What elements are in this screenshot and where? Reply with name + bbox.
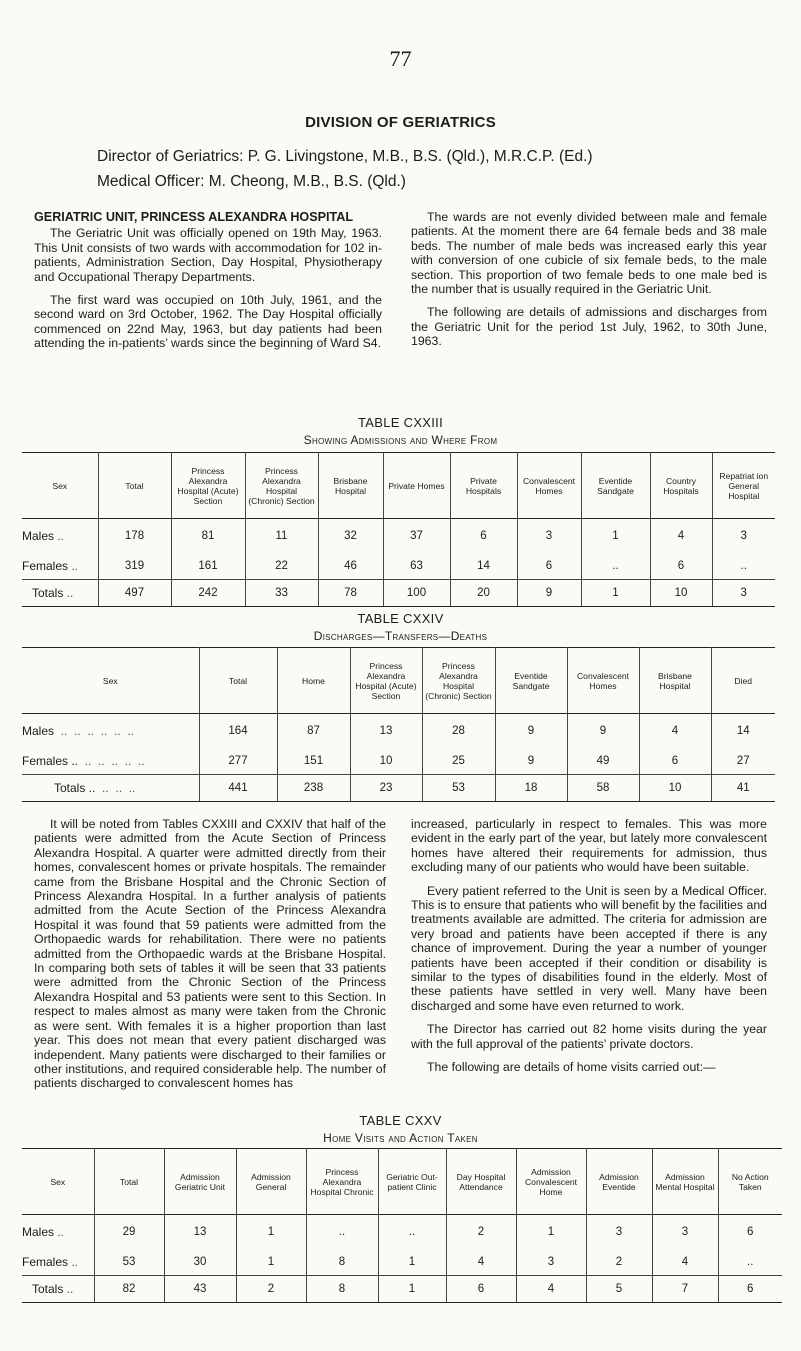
table-row <box>22 519 775 553</box>
table-cell: 1 <box>581 579 650 606</box>
table-cell: 1 <box>236 1215 306 1249</box>
column-header: Admission Eventide <box>586 1149 652 1215</box>
table2-title: TABLE CXXIV <box>357 611 444 626</box>
table-cell: 10 <box>650 579 712 606</box>
column-header: No Action Taken <box>718 1149 782 1215</box>
table3-subtitle: Home Visits and Action Taken <box>323 1131 478 1145</box>
row-label: Totals .. .. .. .. <box>22 774 199 801</box>
table-row <box>22 748 775 775</box>
table-cell: 46 <box>318 553 383 580</box>
table-cell: 33 <box>245 579 318 606</box>
table-cell: 164 <box>199 714 277 748</box>
table-row <box>22 553 775 580</box>
body-right-column <box>411 817 767 1084</box>
column-header: Eventide Sandgate <box>581 453 650 519</box>
table-cell: 1 <box>236 1249 306 1276</box>
medical-officer-line: Medical Officer: M. Cheong, M.B., B.S. (Qld.) <box>97 173 406 190</box>
column-header: Private Homes <box>383 453 450 519</box>
table-cell: 10 <box>350 748 422 775</box>
row-label: Females .. .. .. .. .. .. <box>22 753 145 768</box>
table-cell: 277 <box>199 748 277 775</box>
table-cell: 6 <box>639 748 711 775</box>
table-cell: 3 <box>712 579 775 606</box>
column-header: Brisbane Hospital <box>639 648 711 714</box>
table-cell: .. <box>306 1215 378 1249</box>
column-header: Day Hospital Attendance <box>446 1149 516 1215</box>
table-cell: 8 <box>306 1275 378 1302</box>
table-cell: 178 <box>98 519 171 553</box>
table-header-row <box>22 453 775 519</box>
row-label: Totals .. <box>22 1275 94 1302</box>
home-visits-table <box>22 1148 782 1303</box>
column-header: Princess Alexandra Hospital (Chronic) Section <box>245 453 318 519</box>
table-cell: 14 <box>450 553 517 580</box>
intro-paragraph: The first ward was occupied on 10th July, 1961, and the second ward on 3rd October, 1962. The Day Hospital officially commenced on 22nd May, 1963, but day patients had been attending the in-patients’ wards since the beginning of Ward S4. <box>34 293 382 351</box>
table-cell: 441 <box>199 774 277 801</box>
table-cell: .. <box>712 553 775 580</box>
table-cell: 2 <box>586 1249 652 1276</box>
table-cell: 18 <box>495 774 567 801</box>
column-header: Sex <box>22 1149 94 1215</box>
table-cell: 497 <box>98 579 171 606</box>
column-header: Country Hospitals <box>650 453 712 519</box>
discharges-table <box>22 647 775 802</box>
column-header: Repatriat ion General Hospital <box>712 453 775 519</box>
table-cell: 30 <box>164 1249 236 1276</box>
table-row <box>22 1215 782 1249</box>
table-cell: 53 <box>94 1249 164 1276</box>
table-cell: 3 <box>586 1215 652 1249</box>
row-label: Totals .. <box>22 579 98 606</box>
column-header: Princess Alexandra Hospital (Chronic) Section <box>422 648 495 714</box>
column-header: Sex <box>22 453 98 519</box>
column-header: Admission Convalescent Home <box>516 1149 586 1215</box>
column-header: Princess Alexandra Hospital (Acute) Section <box>350 648 422 714</box>
table-cell: 151 <box>277 748 350 775</box>
table-cell: 13 <box>164 1215 236 1249</box>
row-label: Males .. .. .. .. .. .. <box>22 723 135 738</box>
table-cell: 6 <box>650 553 712 580</box>
table-cell: 6 <box>517 553 581 580</box>
table-cell: 2 <box>446 1215 516 1249</box>
column-header: Admission General <box>236 1149 306 1215</box>
intro-left-column <box>34 210 382 360</box>
table-cell: 3 <box>712 519 775 553</box>
table-header-row <box>22 648 775 714</box>
table-cell: 78 <box>318 579 383 606</box>
table-cell: 63 <box>383 553 450 580</box>
table-cell: 27 <box>711 748 775 775</box>
table-cell: 100 <box>383 579 450 606</box>
table-cell: 161 <box>171 553 245 580</box>
table-cell: 4 <box>446 1249 516 1276</box>
table-header-row <box>22 1149 782 1215</box>
table-cell: 1 <box>378 1249 446 1276</box>
table-cell: 2 <box>236 1275 306 1302</box>
column-header: Princess Alexandra Hospital (Acute) Section <box>171 453 245 519</box>
table-cell: 13 <box>350 714 422 748</box>
table-cell: 4 <box>516 1275 586 1302</box>
table-cell: 9 <box>517 579 581 606</box>
body-paragraph: It will be noted from Tables CXXIII and CXXIV that half of the patients were admitted from the Acute Section of Princess Alexandra Hospital. A quarter were admitted directly from their homes, convalescent homes or private hospitals. The remainder came from the Brisbane Hospital and the Chronic Section of Princess Alexandra Hospital. In a further analysis of patients admitted from the Acute Section of the Princess Alexandra Hospital it was found that 59 patients were admitted from the Orthopaedic wards for rehabilitation. There were no patients admitted from the Orthopaedic wards at the Brisbane Hospital. In comparing both sets of tables it will be seen that 33 patients were admitted from the Chronic Section of the Princess Alexandra Hospital and 53 patients were sent to this Section. In respect to males almost as many were taken from the Chronic as were sent. With females it is a higher proportion than last year. This does not mean that every patient discharged was independent. Many patients were discharged to their families or other institutions, and required considerable help. The number of patients discharged to convalescent homes has <box>34 817 386 1091</box>
body-paragraph: The following are details of home visits carried out:— <box>427 1060 716 1075</box>
table-cell: 3 <box>652 1215 718 1249</box>
table-cell: 319 <box>98 553 171 580</box>
body-paragraph: increased, particularly in respect to females. This was more evident in the early part of the year, but lately more convalescent homes have altered their requirements for admission, thus excluding many of our patients who would have been suitable. <box>411 817 767 875</box>
table-cell: 10 <box>639 774 711 801</box>
column-header: Geriatric Out-patient Clinic <box>378 1149 446 1215</box>
table-cell: 28 <box>422 714 495 748</box>
column-header: Total <box>199 648 277 714</box>
table3-title: TABLE CXXV <box>359 1113 442 1128</box>
table-cell: 4 <box>639 714 711 748</box>
table1-subtitle: Showing Admissions and Where From <box>303 433 498 447</box>
table2-subtitle: Discharges—Transfers—Deaths <box>313 629 488 643</box>
table-cell: 58 <box>567 774 639 801</box>
table-cell: 11 <box>245 519 318 553</box>
table-row <box>22 1275 782 1302</box>
table-cell: 6 <box>718 1215 782 1249</box>
column-header: Convalescent Homes <box>517 453 581 519</box>
table-row <box>22 579 775 606</box>
table-cell: 1 <box>581 519 650 553</box>
body-paragraph: The Director has carried out 82 home visits during the year with the full approval of the patients’ private doctors. <box>411 1022 767 1051</box>
table-cell: 23 <box>350 774 422 801</box>
table-cell: .. <box>718 1249 782 1276</box>
table-cell: 81 <box>171 519 245 553</box>
table-cell: 41 <box>711 774 775 801</box>
admissions-table <box>22 452 775 607</box>
table-cell: 4 <box>652 1249 718 1276</box>
table-cell: 3 <box>517 519 581 553</box>
table-cell: 3 <box>516 1249 586 1276</box>
director-line: Director of Geriatrics: P. G. Livingstone, M.B., B.S. (Qld.), M.R.C.P. (Ed.) <box>97 148 593 165</box>
intro-paragraph: The following are details of admissions and discharges from the Geriatric Unit for the period 1st July, 1962, to 30th June, 1963. <box>411 305 767 349</box>
table-row <box>22 714 775 748</box>
column-header: Eventide Sandgate <box>495 648 567 714</box>
table-cell: 53 <box>422 774 495 801</box>
table-cell: 49 <box>567 748 639 775</box>
table-cell: 9 <box>567 714 639 748</box>
intro-paragraph: The Geriatric Unit was officially opened on 19th May, 1963. This Unit consists of two wards with accommodation for 102 in-patients, Administration Section, Day Hospital, Physiotherapy and Occupational Therapy Departments. <box>34 226 382 284</box>
table-cell: 87 <box>277 714 350 748</box>
table-cell: 20 <box>450 579 517 606</box>
table-cell: 43 <box>164 1275 236 1302</box>
table-cell: 22 <box>245 553 318 580</box>
table-cell: 29 <box>94 1215 164 1249</box>
column-header: Died <box>711 648 775 714</box>
column-header: Convalescent Homes <box>567 648 639 714</box>
body-paragraph: Every patient referred to the Unit is seen by a Medical Officer. This is to ensure that patients who will benefit by the facilities and treatments available are admitted. The criteria for admission are very broad and patients have been accepted if there is any chance of improvement. During the year a number of younger patients have been accepted if their condition or disability is similar to the types of disabilities found in the elderly. Most of these patients have settled in very well. Many have been discharged and some have even returned to work. <box>411 883 767 1013</box>
table-cell: 9 <box>495 714 567 748</box>
column-header: Admission Mental Hospital <box>652 1149 718 1215</box>
table-row <box>22 774 775 801</box>
row-label: Females .. <box>22 558 79 573</box>
intro-paragraph: The wards are not evenly divided between male and female patients. At the moment there are 64 female beds and 38 male beds. The number of male beds was increased early this year with conversion of one cubicle of six female beds, to the male section. This proportion of two female beds to one male bed is the number that is usually required in the Geriatric Unit. <box>411 210 767 297</box>
page-number: 77 <box>389 46 412 71</box>
division-title: DIVISION OF GERIATRICS <box>305 114 496 131</box>
table-cell: 1 <box>516 1215 586 1249</box>
column-header: Home <box>277 648 350 714</box>
table-cell: 242 <box>171 579 245 606</box>
table-cell: 32 <box>318 519 383 553</box>
column-header: Admission Geriatric Unit <box>164 1149 236 1215</box>
table-cell: 7 <box>652 1275 718 1302</box>
table-cell: 9 <box>495 748 567 775</box>
table-cell: 6 <box>450 519 517 553</box>
column-header: Brisbane Hospital <box>318 453 383 519</box>
intro-right-column <box>411 210 767 358</box>
section-heading: GERIATRIC UNIT, PRINCESS ALEXANDRA HOSPITAL <box>34 210 354 224</box>
table-cell: .. <box>581 553 650 580</box>
table1-title: TABLE CXXIII <box>358 415 443 430</box>
table-cell: 6 <box>718 1275 782 1302</box>
table-cell: 37 <box>383 519 450 553</box>
table-cell: 5 <box>586 1275 652 1302</box>
column-header: Private Hospitals <box>450 453 517 519</box>
column-header: Princess Alexandra Hospital Chronic <box>306 1149 378 1215</box>
table-cell: 14 <box>711 714 775 748</box>
column-header: Sex <box>22 648 199 714</box>
table-cell: 6 <box>446 1275 516 1302</box>
row-label: Males .. <box>22 528 65 543</box>
table-cell: 1 <box>378 1275 446 1302</box>
column-header: Total <box>98 453 171 519</box>
row-label: Males .. <box>22 1224 65 1239</box>
table-cell: 82 <box>94 1275 164 1302</box>
table-cell: 238 <box>277 774 350 801</box>
body-left-column <box>34 817 386 1100</box>
table-cell: 25 <box>422 748 495 775</box>
table-row <box>22 1249 782 1276</box>
column-header: Total <box>94 1149 164 1215</box>
table-cell: 4 <box>650 519 712 553</box>
table-cell: .. <box>378 1215 446 1249</box>
table-cell: 8 <box>306 1249 378 1276</box>
row-label: Females .. <box>22 1254 79 1269</box>
